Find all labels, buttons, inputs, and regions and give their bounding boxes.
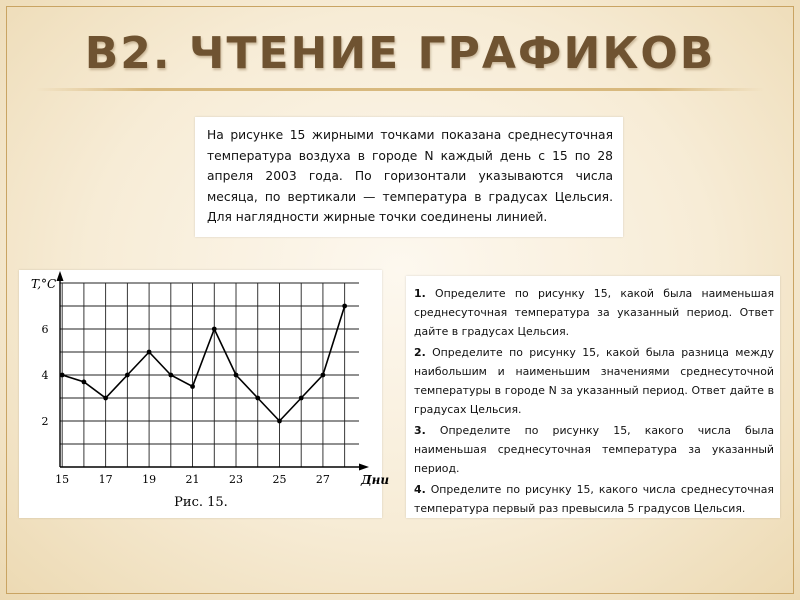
- data-point: [212, 327, 217, 332]
- temperature-line: [62, 306, 344, 421]
- x-tick-label: 21: [185, 473, 200, 486]
- data-point: [255, 396, 260, 401]
- data-point: [147, 350, 152, 355]
- data-point: [321, 373, 326, 378]
- x-tick-label: 19: [142, 473, 157, 486]
- x-tick-label: 27: [315, 473, 330, 486]
- data-point: [299, 396, 304, 401]
- data-point: [190, 384, 195, 389]
- data-point: [125, 373, 130, 378]
- question-item: [414, 284, 774, 341]
- slide-title: В2. ЧТЕНИЕ ГРАФИКОВ: [84, 28, 716, 79]
- data-point: [342, 304, 347, 309]
- y-tick-label: 6: [41, 323, 49, 336]
- data-point: [168, 373, 173, 378]
- question-item: [414, 480, 774, 518]
- question-text: Определите по рисунку 15, какого числа среднесуточная температура первый раз превысила 5 градусов Цельсия.: [414, 483, 774, 515]
- x-axis-arrow: [359, 464, 369, 471]
- question-number: 1.: [414, 287, 426, 300]
- question-number: 3.: [414, 424, 426, 437]
- question-text: Определите по рисунку 15, какого числа была наименьшая среднесуточная температура за указанный период.: [414, 424, 774, 475]
- question-item: [414, 343, 774, 419]
- y-axis-arrow: [57, 271, 64, 281]
- x-axis-label: Дни: [361, 473, 390, 487]
- x-tick-label: 15: [55, 473, 70, 486]
- temperature-chart-card: [19, 270, 390, 518]
- data-point: [234, 373, 239, 378]
- y-axis-label: T,°C: [31, 277, 57, 291]
- problem-description: На рисунке 15 жирными точками показана среднесуточная температура воздуха в городе N каждый день с 15 по 28 апреля 2003 года. По горизонтали указываются числа месяца, по вертикали — температура в градусах Цельсия. Для наглядности жирные точки соединены линией.: [195, 117, 623, 237]
- figure-caption: Рис. 15.: [174, 495, 228, 510]
- question-number: 2.: [414, 346, 426, 359]
- questions-list: [414, 284, 774, 518]
- y-tick-label: 2: [41, 415, 49, 428]
- question-text: Определите по рисунку 15, какой была наименьшая среднесуточная температура за указанный период. Ответ дайте в градусах Цельсия.: [414, 287, 774, 338]
- question-number: 4.: [414, 483, 426, 496]
- data-point: [82, 380, 87, 385]
- question-text: Определите по рисунку 15, какой была разница между наибольшим и наименьшим значениями среднесуточной температуры в городе N за указанный период. Ответ дайте в градусах Цельсия.: [414, 346, 774, 416]
- x-tick-label: 17: [98, 473, 113, 486]
- x-tick-label: 25: [272, 473, 287, 486]
- y-tick-label: 4: [41, 369, 49, 382]
- title-underline: [36, 88, 764, 91]
- data-point: [277, 419, 282, 424]
- data-point: [60, 373, 65, 378]
- temperature-chart: [19, 270, 390, 518]
- x-tick-label: 23: [229, 473, 244, 486]
- question-item: [414, 421, 774, 478]
- questions-panel: [406, 276, 780, 518]
- data-point: [103, 396, 108, 401]
